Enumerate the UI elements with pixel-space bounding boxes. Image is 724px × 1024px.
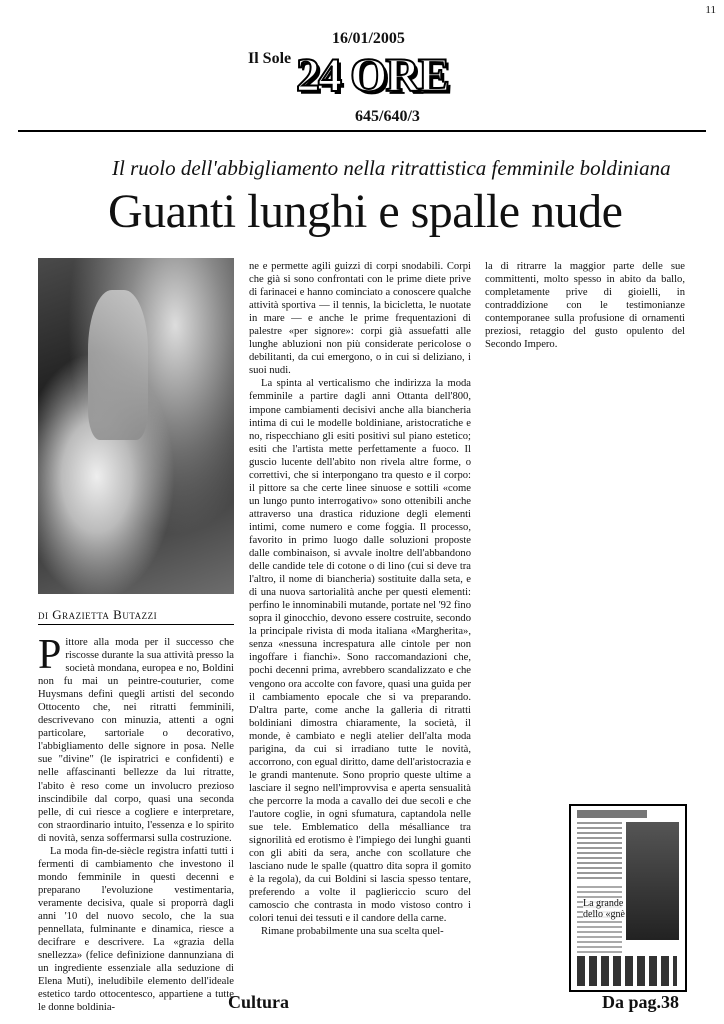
thumbnail-header bbox=[577, 810, 647, 818]
thumbnail-footer-blocks bbox=[577, 956, 677, 986]
article-headline: Guanti lunghi e spalle nude bbox=[108, 185, 623, 238]
publication-logo: 24 ORE bbox=[296, 49, 449, 102]
article-column-2 bbox=[249, 260, 471, 1010]
thumbnail-image bbox=[626, 822, 679, 940]
photo-figure bbox=[88, 290, 148, 440]
drop-cap: P bbox=[38, 632, 62, 678]
article-column-3 bbox=[485, 260, 685, 351]
section-label: Cultura bbox=[228, 992, 290, 1012]
paragraph: La spinta al verticalismo che indirizza la moda femminile a partire dagli anni Ottanta dell'800, impone cambiamenti decisivi anche alla biancheria intima di cui le modelle boldiniane, aristocratiche e no, rispecchiano gli esiti positivi sul piano estetico; esiti che l'artista mette perfettamente a fuoco. Il guscio lucente dell'abito non rivela altre forme, o correttivi, che si interpongano tra questo e il corpo: il pittore sa che certe linee sinuose e sottili «come un lungo punto interrogativo» sono ottenibili anche attraverso una drastica riduzione degli elementi intimi, come numero e come foggia. Il processo, favorito in primo luogo dalle soluzioni proposte dalle combinaison, si avvale inoltre dell'abbandono delle candide tele di cotone o di lino (cui si deve tra l'altro, il nome di biancheria) sostituite dalla seta, e di una nuova sartorialità anche per questi elementi: perfino le innominabili mutande, portate nel '92 fino sopra il ginocchio, devono essere costruite, secondo la principale rivista di moda italiana «Margherita», senza «nessuna increspatura alle cintole per non ingoffare i fianchi». Sono raccomandazioni che, pochi decenni prima, avrebbero scandalizzato e che vengono ora accolte con favore, quasi una guida per il cambiamento epocale che si va preparando. D'altra parte, come anche la galleria di ritratti boldiniani dimostra chiaramente, la società, il monde, è cambiato e negli atelier dell'alta moda parigina, da cui si irradiano tutte le novità, accorrono, con egual diritto, dame dell'aristocrazia e le grandi mantenute. Sono proprio queste ultime a lasciare il segno nell'improvvisa e aperta sensualità che percorre la moda a cavallo dei due secoli e che l'autore coglie, in ogni sfumatura, captandola nelle sue tele. Emblematico della mésalliance tra signorilità ed erotismo è l'impiego dei lunghi guanti con gli abiti da sera, anche con scollature che lasciano nude le spalle (quattro dita sopra il gomito è la regola), da cui Boldini si lascia spesso tentare, preferendo a volte il pagliericcio scuro del camoscio che contrasta in modo vistoso contro i colori tenui dei tessuti e il candore della carne. bbox=[249, 378, 471, 925]
paragraph-text: ittore alla moda per il successo che riscosse durante la sua attività presso la società mondana, europea e no, Boldini non fu mai un peintre-couturier, come Huysmans definì quegli artisti del secondo Ottocento che, nei ritratti femminili, descrivevano con minuzia, attenti a ogni particolare, sartoriale o decorativo, l'abbigliamento delle signore in posa. Nelle sue "divine" (le ispiratrici e confidenti) e nelle affascinanti bellezze da lui ritratte, l'abito è reso come un involucro prezioso inscindibile dal corpo, quasi una seconda pelle, di cui riesce a cogliere e interpretare, con straordinario intuito, l'essenza e lo spirito di novità, senza soffermarsi sulla costruzione. bbox=[38, 637, 234, 844]
masthead-divider bbox=[18, 130, 706, 132]
page-reference: Da pag.38 bbox=[602, 992, 680, 1012]
clipping-code: 645/640/3 bbox=[355, 108, 420, 125]
paragraph: Rimane probabilmente una sua scelta quel- bbox=[261, 926, 444, 938]
article-kicker: Il ruolo dell'abbigliamento nella ritrattistica femminile boldiniana bbox=[112, 156, 671, 180]
article-byline: di Grazietta Butazzi bbox=[38, 607, 158, 622]
page-number: 11 bbox=[705, 4, 716, 16]
paragraph: ne e permette agili guizzi di corpi snodabili. Corpi che già si sono confrontati con le prime diete prive di farinacei e hanno cominciato a conoscere qualche attività sportiva — il tennis, la bicicletta, le nuotate in mare — e anche le prime frequentazioni di palestre «per signore»: corpi già assuefatti alle lunghe abluzioni non più considerate pericolose o debilitanti, da cui emergono, o in cui si deliziano, i suoi nudi. bbox=[249, 261, 471, 377]
page-thumbnail bbox=[569, 804, 687, 992]
publication-date: 16/01/2005 bbox=[332, 30, 405, 47]
publication-prefix: Il Sole bbox=[248, 50, 292, 67]
thumbnail-title: La grande dello «gnè bbox=[583, 898, 625, 920]
paragraph: la di ritrarre la maggior parte delle sue committenti, molto spesso in abito da ballo, completamente prive di gioielli, in contraddizione con le testimonianze contemporanee sulla profusione di ornamenti preziosi, retaggio del gusto opulento del Secondo Impero. bbox=[485, 261, 685, 351]
paragraph: La moda fin-de-siècle registra infatti tutti i fermenti di cambiamento che investono il mondo femminile in questi decenni e preparano l'evoluzione vestimentaria, veramente decisiva, quale si proporrà dagli anni '10 del nuovo secolo, che la sua pennellata, fulminante e dinamica, riesce a decifrare e descrivere. La «grazia della snellezza» (felice definizione dannunziana di un ingrediente essenziale alla seduzione di Elena Muti), ineludibile elemento dell'ideale estetico tardo ottocentesco, appartiene a tutte le donne boldinia- bbox=[38, 845, 234, 1014]
thumbnail-text-block bbox=[577, 822, 622, 882]
paragraph bbox=[38, 632, 234, 845]
byline-divider bbox=[38, 624, 234, 625]
article-column-1 bbox=[38, 632, 234, 1014]
